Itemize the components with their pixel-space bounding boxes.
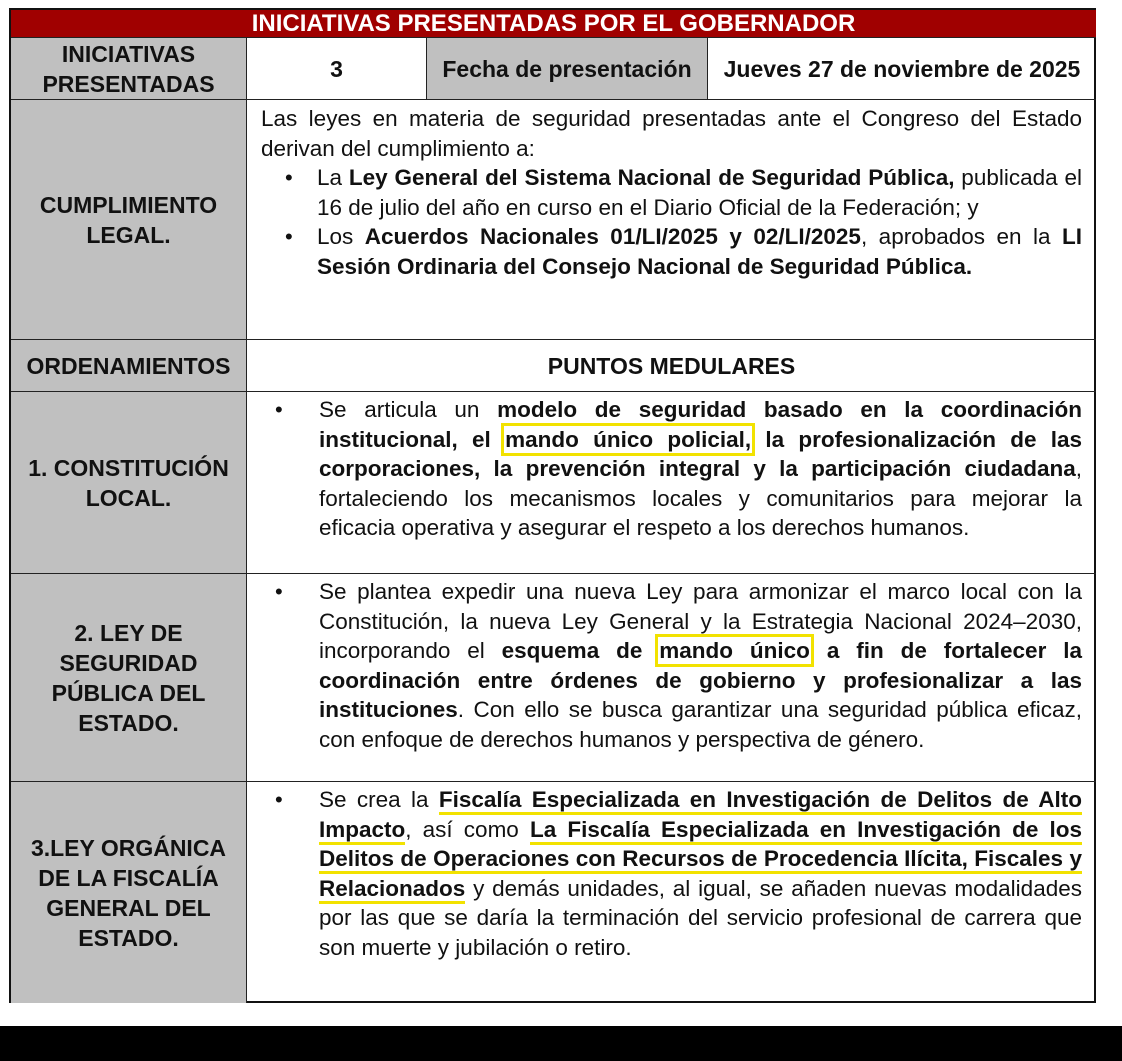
table-title: INICIATIVAS PRESENTADAS POR EL GOBERNADOR [11,10,1096,38]
iniciativas-label: INICIATIVAS PRESENTADAS [11,38,247,100]
document-table [9,8,1096,1003]
black-footer-bar [0,1026,1122,1061]
row-3-label: 3.LEY ORGÁNICA DE LA FISCALÍA GENERAL DEL ESTADO. [11,782,247,1003]
row-3-bullet: • Se crea la Fiscalía Especializada en Investigación de Delitos de Alto Impacto, así como La Fiscalía Especializada en Investigación de los Delitos de Operaciones con Recursos de Procedencia Ilícita, Fiscales y Relacionados y demás unidades, al igual, se añaden nuevas modalidades por las que se daría la terminación del servicio profesional de carrera que son muerte y jubilación o retiro. [247,785,1096,962]
iniciativas-count: 3 [247,38,427,100]
row-2-label: 2. LEY DE SEGURIDAD PÚBLICA DEL ESTADO. [11,574,247,782]
puntos-medulares-header: PUNTOS MEDULARES [247,340,1096,392]
sesion-bold: LI Sesión Ordinaria del Consejo Nacional de Seguridad Pública. [317,224,1083,279]
fiscalia-alto-impacto-underline: Fiscalía Especializada en Investigación de Delitos de Alto Impacto [319,787,1082,845]
cumplimiento-bullet-2: • Los Acuerdos Nacionales 01/LI/2025 y 02/LI/2025, aprobados en la LI Sesión Ordinaria del Consejo Nacional de Seguridad Pública. [247,222,1096,281]
row-2-bullet: • Se plantea expedir una nueva Ley para armonizar el marco local con la Constitución, la nueva Ley General y la Estrategia Nacional 2024–2030, incorporando el esquema de mando único a fin de fortalecer la coordinación entre órdenes de gobierno y profesionalizar a las instituciones. Con ello se busca garantizar una seguridad pública eficaz, con enfoque de derechos humanos y perspectiva de género. [247,577,1096,754]
cumplimiento-content [247,100,1096,340]
row-2-content [247,574,1096,782]
fiscalia-recursos-ilicitos-underline: La Fiscalía Especializada en Investigación de los Delitos de Operaciones con Recursos de Procedencia Ilícita, Fiscales y Relacionados [319,817,1082,904]
cumplimiento-label: CUMPLIMIENTO LEGAL. [11,100,247,340]
ordenamientos-header: ORDENAMIENTOS [11,340,247,392]
row-1-content [247,392,1096,574]
date-label: Fecha de presentación [427,38,708,100]
mando-unico-highlight: mando único [659,638,810,663]
ley-general-bold: Ley General del Sistema Nacional de Seguridad Pública, [348,165,955,190]
row-1-label: 1. CONSTITUCIÓN LOCAL. [11,392,247,574]
cumplimiento-intro: Las leyes en materia de seguridad presentadas ante el Congreso del Estado derivan del cumplimiento a: [261,106,1082,161]
row-3-content [247,782,1096,1003]
date-value: Jueves 27 de noviembre de 2025 [708,38,1096,100]
row-1-bullet: • Se articula un modelo de seguridad basado en la coordinación institucional, el mando único policial, la profesionalización de las corporaciones, la prevención integral y la participación ciudadana, fortaleciendo los mecanismos locales y comunitarios para mejorar la eficacia operativa y asegurar el respeto a los derechos humanos. [247,395,1096,543]
mando-unico-policial-highlight: mando único policial, [505,426,752,452]
acuerdos-bold: Acuerdos Nacionales 01/LI/2025 y 02/LI/2025 [364,224,861,249]
cumplimiento-bullet-1: • La Ley General del Sistema Nacional de Seguridad Pública, publicada el 16 de julio del año en curso en el Diario Oficial de la Federación; y [247,163,1096,222]
